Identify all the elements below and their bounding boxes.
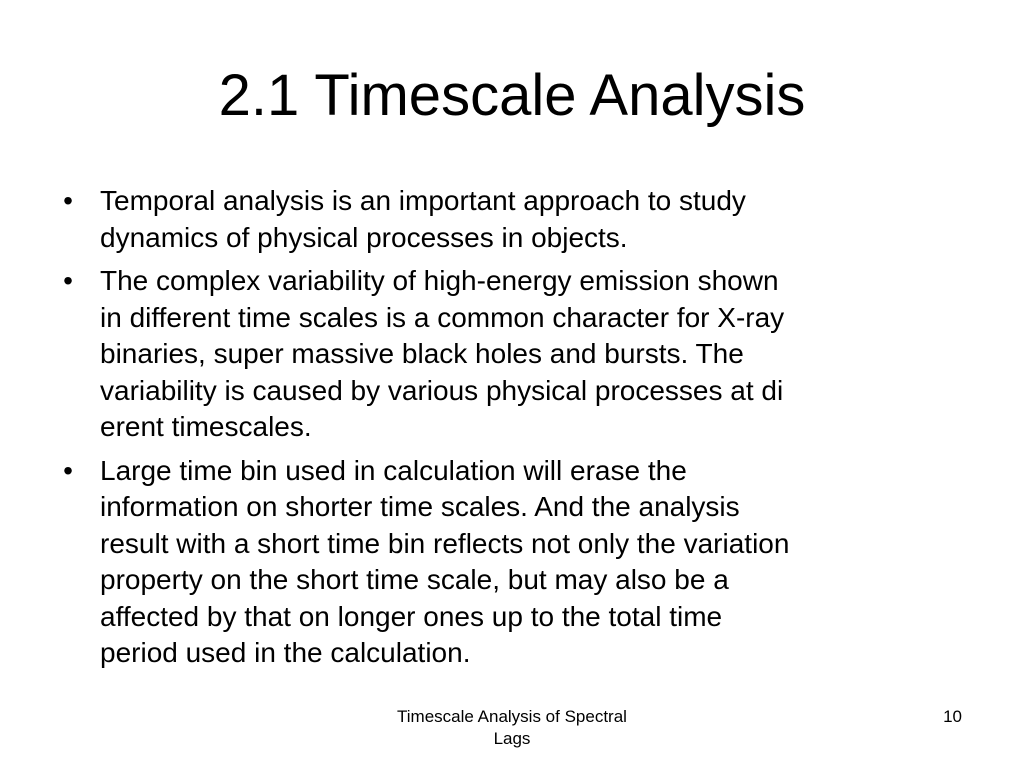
bullet-text-line: information on shorter time scales. And the analysis: [100, 491, 740, 522]
bullet-text-line: Temporal analysis is an important approach to study: [100, 185, 746, 216]
bullet-marker: •: [63, 454, 73, 486]
page-number: 10: [943, 707, 962, 726]
bullet-text-line: affected by that on longer ones up to the total time: [100, 600, 723, 632]
bullet-item-2: [58, 263, 958, 446]
bullet-text-line: property on the short time scale, but may also be a: [100, 564, 729, 595]
bullet-text-line: in different time scales is a common character for X-ray: [100, 301, 785, 333]
bullet-text-line: period used in the calculation.: [100, 637, 471, 668]
bullet-text-line: The complex variability of high-energy emission shown: [100, 265, 779, 296]
footer-line: Lags: [493, 729, 531, 748]
bullet-text-line: dynamics of physical processes in objects.: [100, 221, 628, 253]
footer-text: [362, 706, 662, 750]
bullet-item-1: [58, 183, 958, 256]
bullet-text-line: binaries, super massive black holes and bursts. The: [100, 338, 744, 369]
bullet-marker: •: [63, 265, 73, 296]
bullet-marker: •: [63, 185, 73, 216]
bullet-text-line: erent timescales.: [100, 411, 312, 442]
bullet-item-3: [58, 453, 958, 672]
footer-line: Timescale Analysis of Spectral: [397, 707, 627, 726]
slide-title: 2.1 Timescale Analysis: [218, 63, 806, 128]
bullet-text-line: result with a short time bin reflects not only the variation: [100, 527, 790, 559]
bullet-text-line: variability is caused by various physical processes at di: [100, 374, 784, 406]
bullet-text-line: Large time bin used in calculation will erase the: [100, 454, 687, 486]
bullet-list: [58, 183, 958, 679]
